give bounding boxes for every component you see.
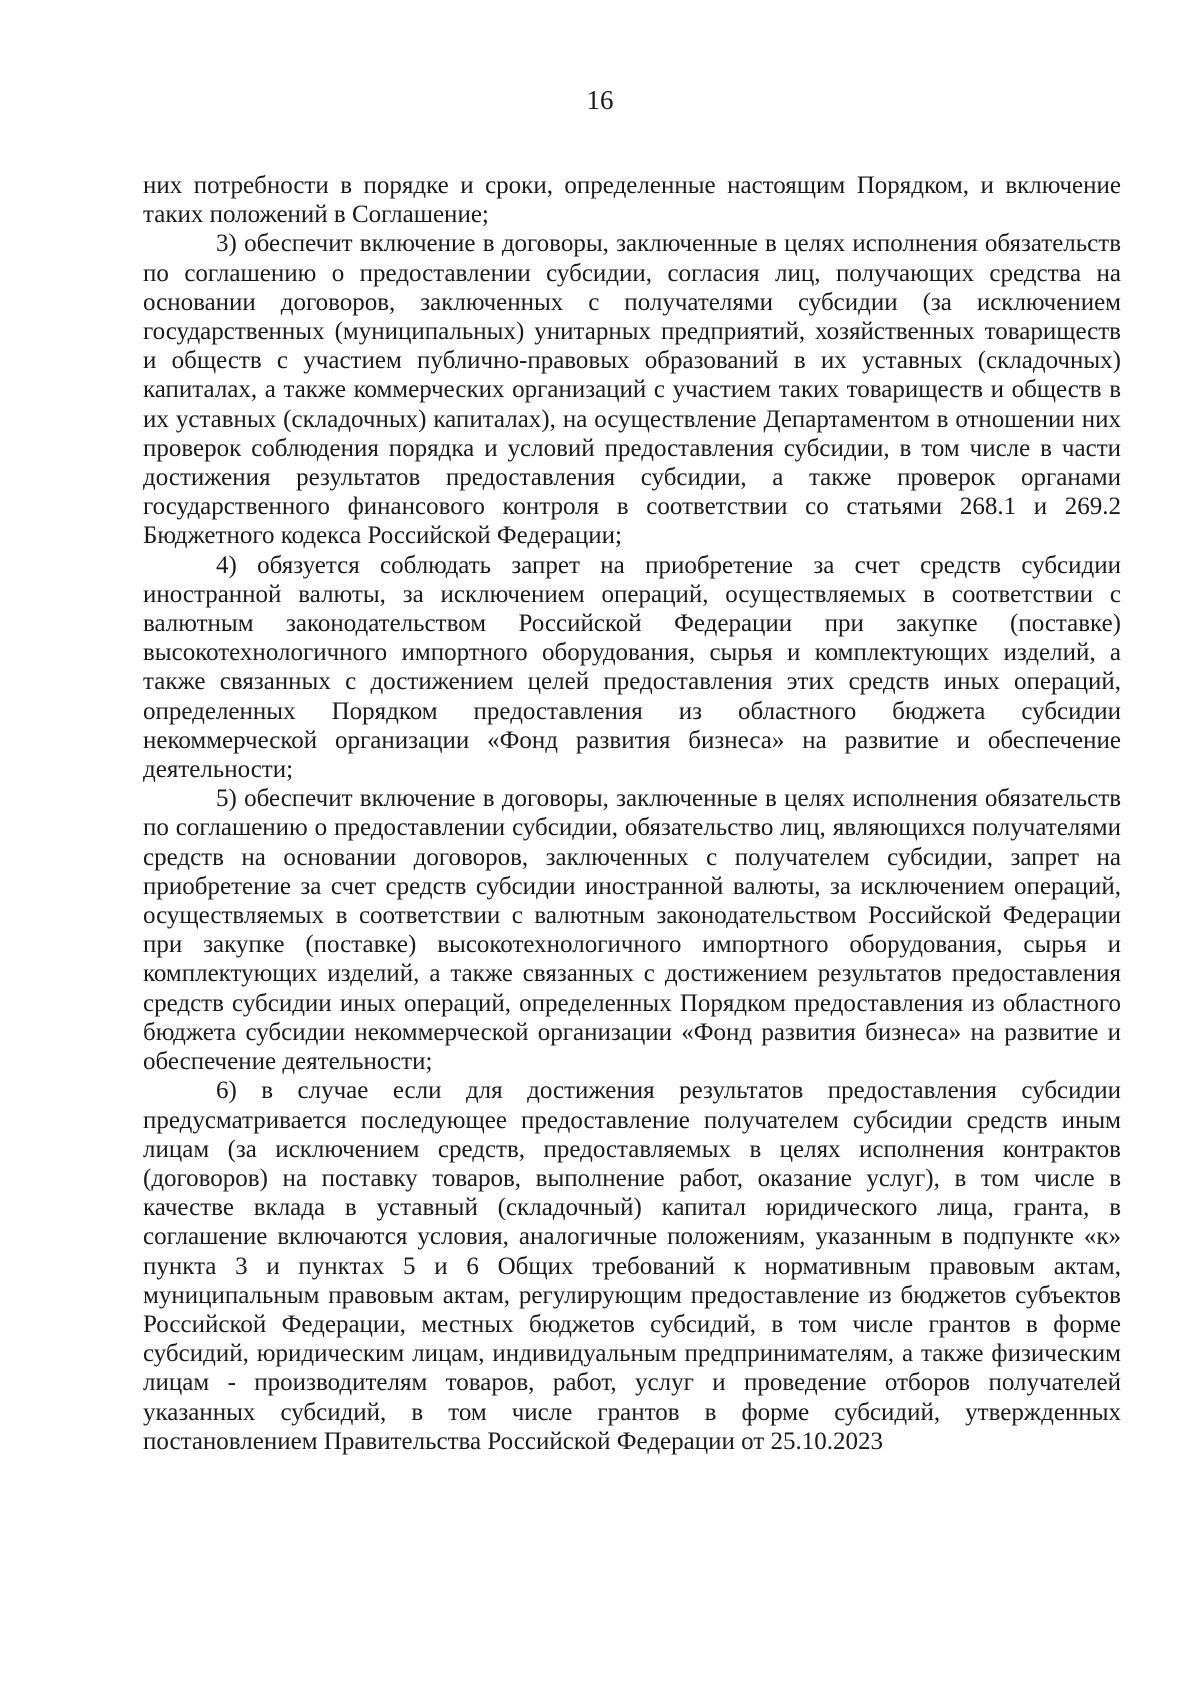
document-body (143, 171, 1121, 1456)
page-number: 16 (586, 85, 614, 115)
paragraph-item-3: 3) обеспечит включение в договоры, заключенные в целях исполнения обязательств по соглашению о предоставлении субсидии, согласия лиц, получающих средства на основании договоров, заключенных с получателями субсидии (за исключением государственных (муниципальных) унитарных предприятий, хозяйственных товариществ и обществ с участием публично-правовых образований в их уставных (складочных) капиталах, а также коммерческих организаций с участием таких товариществ и обществ в их уставных (складочных) капиталах), на осуществление Департаментом в отношении них проверок соблюдения порядка и условий предоставления субсидии, в том числе в части достижения результатов предоставления субсидии, а также проверок органами государственного финансового контроля в соответствии со статьями 268.1 и 269.2 Бюджетного кодекса Российской Федерации; (143, 230, 1121, 550)
paragraph-item-6: 6) в случае если для достижения результатов предоставления субсидии предусматривается последующее предоставление получателем субсидии средств иным лицам (за исключением средств, предоставляемых в целях исполнения контрактов (договоров) на поставку товаров, выполнение работ, оказание услуг), в том числе в качестве вклада в уставный (складочный) капитал юридического лица, гранта, в соглашение включаются условия, аналогичные положениям, указанным в подпункте «к» пункта 3 и пунктах 5 и 6 Общих требований к нормативным правовым актам, муниципальным правовым актам, регулирующим предоставление из бюджетов субъектов Российской Федерации, местных бюджетов субсидий, в том числе грантов в форме субсидий, юридическим лицам, индивидуальным предпринимателям, а также физическим лицам - производителям товаров, работ, услуг и проведение отборов получателей указанных субсидий, в том числе грантов в форме субсидий, утвержденных постановлением Правительства Российской Федерации от 25.10.2023 (143, 1077, 1121, 1455)
paragraph-item-5: 5) обеспечит включение в договоры, заключенные в целях исполнения обязательств по соглашению о предоставлении субсидии, обязательство лиц, являющихся получателями средств на основании договоров, заключенных с получателем субсидии, запрет на приобретение за счет средств субсидии иностранной валюты, за исключением операций, осуществляемых в соответствии с валютным законодательством Российской Федерации при закупке (поставке) высокотехнологичного импортного оборудования, сырья и комплектующих изделий, а также связанных с достижением результатов предоставления средств субсидии иных операций, определенных Порядком предоставления из областного бюджета субсидии некоммерческой организации «Фонд развития бизнеса» на развитие и обеспечение деятельности; (143, 785, 1121, 1076)
paragraph-continuation: них потребности в порядке и сроки, определенные настоящим Порядком, и включение таких положений в Соглашение; (143, 172, 1121, 229)
paragraph-item-4: 4) обязуется соблюдать запрет на приобретение за счет средств субсидии иностранной валюты, за исключением операций, осуществляемых в соответствии с валютным законодательством Российской Федерации при закупке (поставке) высокотехнологичного импортного оборудования, сырья и комплектующих изделий, а также связанных с достижением целей предоставления этих средств иных операций, определенных Порядком предоставления из областного бюджета субсидии некоммерческой организации «Фонд развития бизнеса» на развитие и обеспечение деятельности; (143, 551, 1121, 784)
